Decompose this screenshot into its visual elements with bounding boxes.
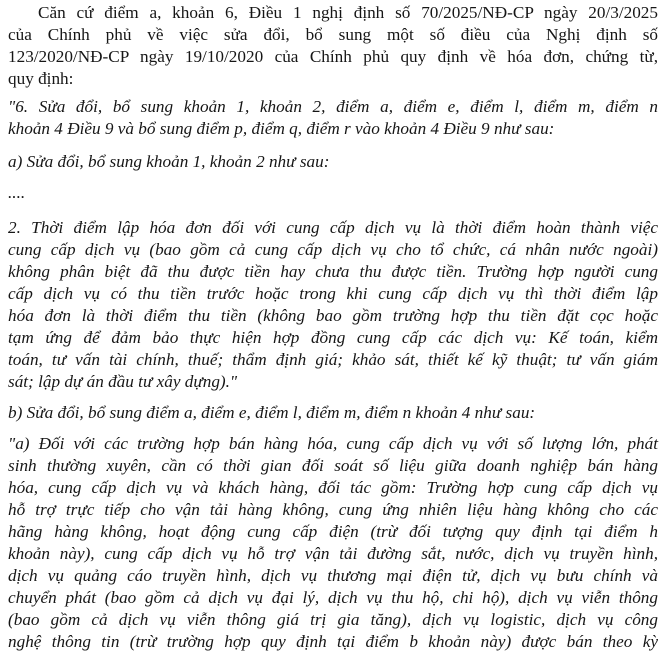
item-a-line: nghệ thông tin (trừ trường hợp quy định tại điểm b khoản này) được bán theo kỳ — [8, 632, 658, 651]
item-a-paragraph — [0, 433, 664, 653]
section-a-heading — [0, 151, 664, 173]
item-2-line: 2. Thời điểm lập hóa đơn đối với cung cấp dịch vụ là thời điểm hoàn thành việc — [8, 218, 658, 237]
item-a-line: "a) Đối với các trường hợp bán hàng hóa, cung cấp dịch vụ với số lượng lớn, phát — [8, 434, 658, 453]
item-2-line: cung cấp dịch vụ (bao gồm cả cung cấp dịch vụ cho tổ chức, cá nhân nước ngoài) — [8, 240, 658, 259]
section-b-heading — [0, 402, 664, 424]
item-2-line: cấp dịch vụ có thu tiền trước hoặc trong khi cung cấp dịch vụ thì thời điểm lập — [8, 284, 658, 303]
intro-line: quy định: — [8, 69, 74, 88]
item-2-paragraph — [0, 217, 664, 393]
item-a-line: hãng hàng không, hoạt động cung cấp điện (trừ đối tượng quy định tại điểm h — [8, 522, 658, 541]
item-2-line: tạm ứng để đảm bảo thực hiện hợp đồng cung cấp các dịch vụ: Kế toán, kiểm — [8, 328, 658, 347]
quote-line: khoản 4 Điều 9 và bổ sung điểm p, điểm q, điểm r vào khoản 4 Điều 9 như sau: — [8, 119, 555, 138]
ellipsis-text: .... — [8, 183, 26, 202]
quote-line: "6. Sửa đổi, bổ sung khoản 1, khoản 2, điểm a, điểm e, điểm l, điểm m, điểm n — [8, 97, 658, 116]
item-2-line: toán, tư vấn tài chính, thuế; thẩm định giá; khảo sát, thiết kế kỹ thuật; tư vấn giám — [8, 350, 658, 369]
item-a-line: hóa, cung cấp dịch vụ và khách hàng, đối tác gồm: Trường hợp cung cấp dịch vụ — [8, 478, 658, 497]
item-a-line: sinh thường xuyên, cần có thời gian đối soát số liệu giữa doanh nghiệp bán hàng — [8, 456, 658, 475]
ellipsis — [0, 182, 664, 204]
intro-line: 123/2020/NĐ-CP ngày 19/10/2020 của Chính phủ quy định về hóa đơn, chứng từ, — [8, 47, 658, 66]
item-a-line: khoản này), cung cấp dịch vụ hỗ trợ vận tải đường sắt, nước, dịch vụ truyền hình, — [8, 544, 658, 563]
section-b-heading-text: b) Sửa đổi, bổ sung điểm a, điểm e, điểm l, điểm m, điểm n khoản 4 như sau: — [8, 403, 536, 422]
item-a-line: chuyển phát (bao gồm cả dịch vụ đại lý, dịch vụ thu hộ, chi hộ), dịch vụ viễn thông — [8, 588, 658, 607]
item-2-line: hóa đơn là thời điểm thu tiền (không bao gồm trường hợp thu tiền đặt cọc hoặc — [8, 306, 658, 325]
quote-paragraph — [0, 96, 664, 140]
intro-paragraph — [0, 2, 664, 90]
item-a-line: (bao gồm cả dịch vụ viễn thông giá trị gia tăng), dịch vụ logistic, dịch vụ công — [8, 610, 658, 629]
item-2-line: không phân biệt đã thu được tiền hay chưa thu được tiền. Trường hợp người cung — [8, 262, 658, 281]
item-a-line: dịch vụ quảng cáo truyền hình, dịch vụ thương mại điện tử, dịch vụ bưu chính và — [8, 566, 658, 585]
item-2-line: sát; lập dự án đầu tư xây dựng)." — [8, 372, 238, 391]
intro-line: Căn cứ điểm a, khoản 6, Điều 1 nghị định số 70/2025/NĐ-CP ngày 20/3/2025 — [38, 3, 658, 22]
intro-line: của Chính phủ về việc sửa đổi, bổ sung một số điều của Nghị định số — [8, 25, 658, 44]
section-a-heading-text: a) Sửa đổi, bổ sung khoản 1, khoản 2 như sau: — [8, 152, 330, 171]
item-a-line: hỗ trợ trực tiếp cho vận tải hàng không, cung ứng nhiên liệu hàng không cho các — [8, 500, 658, 519]
